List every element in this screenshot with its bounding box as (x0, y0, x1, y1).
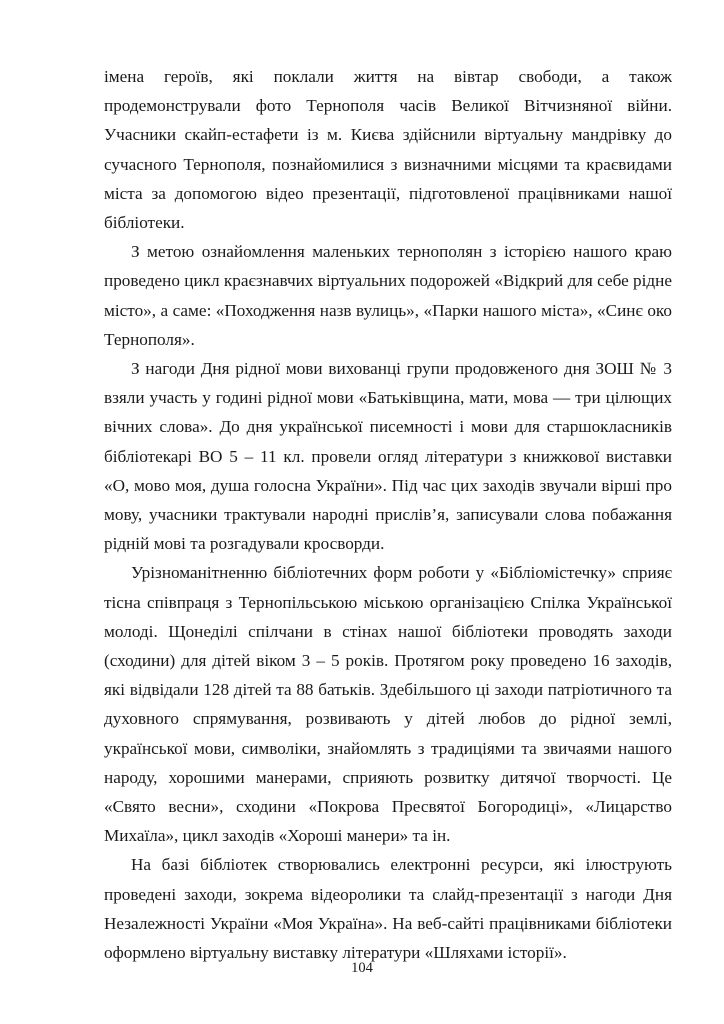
paragraph-1: імена героїв, які поклали життя на вівтар свободи, а також продемонстрували фото Тернополя часів Великої Вітчизняної війни. Учасники скайп-естафети із м. Києва здійснили віртуальну мандрівку до сучасного Тернополя, познайомилися з визначними місцями та краєвидами міста за допомогою відео презентації, підготовленої працівниками нашої бібліотеки. (104, 67, 672, 233)
paragraph-5: На базі бібліотек створювались електронні ресурси, які ілюструють проведені заходи, зокрема відеоролики та слайд-презентації з нагоди Дня Незалежності України «Моя Україна». На веб-сайті працівниками бібліотеки оформлено віртуальну виставку літератури «Шляхами історії». (104, 855, 672, 963)
document-body (104, 62, 672, 967)
paragraph-2: З метою ознайомлення маленьких тернополян з історією нашого краю проведено цикл краєзнавчих віртуальних подорожей «Відкрий для себе рідне місто», а саме: «Походження назв вулиць», «Парки нашого міста», «Синє око Тернополя». (104, 242, 672, 349)
paragraph-3: З нагоди Дня рідної мови вихованці групи продовженого дня ЗОШ № 3 взяли участь у годині рідної мови «Батьківщина, мати, мова — три цілющих вічних слова». До дня української писемності і мови для старшокласників бібліотекарі ВО 5 – 11 кл. провели огляд літератури з книжкової виставки «О, мово моя, душа голосна України». Під час цих заходів звучали вірші про мову, учасники трактували народні прислів’я, записували слова побажання рідній мові та розгадували кросворди. (104, 359, 672, 554)
paragraph-4: Урізноманітненню бібліотечних форм роботи у «Бібліомістечку» сприяє тісна співпраця з Тернопільською міською організацією Спілка Української молоді. Щонеділі спілчани в стінах нашої бібліотеки проводять заходи (сходини) для дітей віком 3 – 5 років. Протягом року проведено 16 заходів, які відвідали 128 дітей та 88 батьків. Здебільшого ці заходи патріотичного та духовного спрямування, розвивають у дітей любов до рідної землі, української мови, символіки, знайомлять з традиціями та звичаями нашого народу, хорошими манерами, сприяють розвитку дитячої творчості. Це «Свято весни», сходини «Покрова Пресвятої Богородиці», «Лицарство Михаїла», цикл заходів «Хороші манери» та ін. (104, 563, 672, 846)
page-number: 104 (351, 960, 373, 976)
